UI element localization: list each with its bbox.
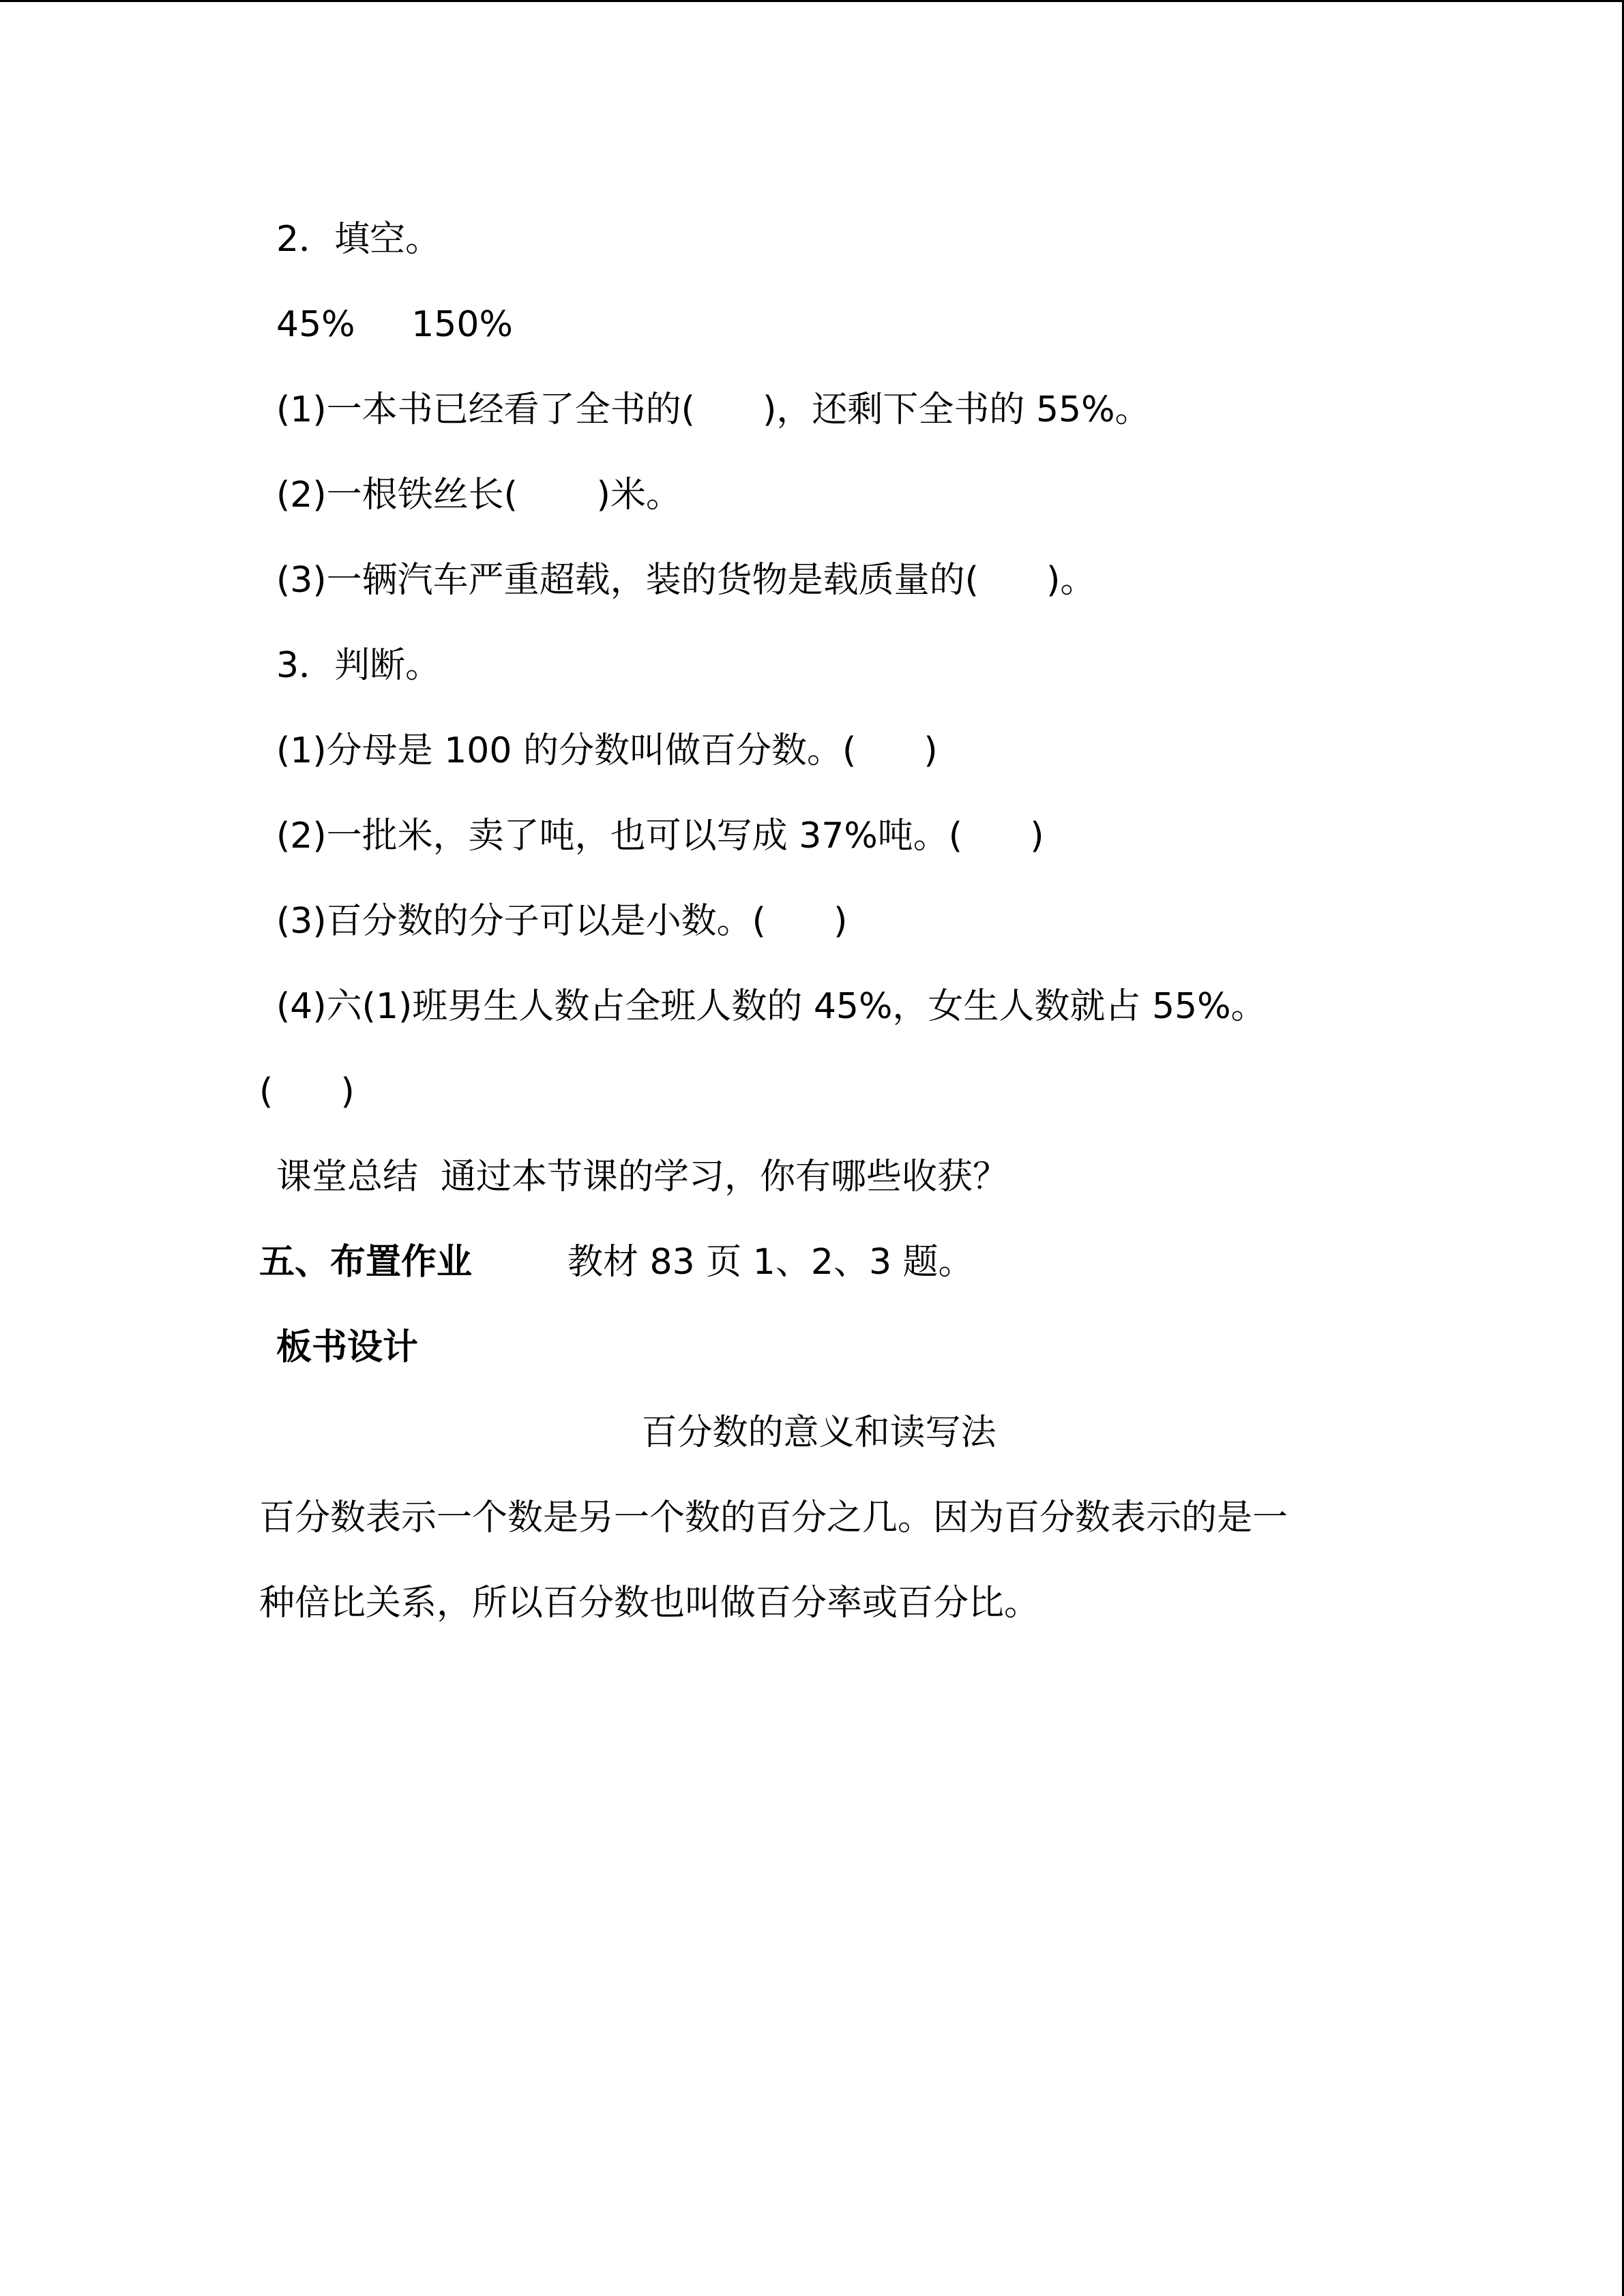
section2-options: 45% 150% [276,304,513,345]
homework-heading: 五、布置作业 [259,1242,473,1283]
section3-question-4-answer: ( ) [259,1071,355,1112]
board-paragraph-line-1: 百分数表示一个数是另一个数的百分之几。因为百分数表示的是一 [259,1497,1288,1538]
section3-question-1: (1)分母是 100 的分数叫做百分数。( ) [276,730,938,771]
board-design-heading: 板书设计 [276,1327,419,1368]
section3-question-2: (2)一批米，卖了吨，也可以写成 37%吨。( ) [276,816,1044,856]
section3-heading: 3．判断。 [276,645,441,686]
section2-question-1: (1)一本书已经看了全书的( )，还剩下全书的 55%。 [276,389,1151,430]
section3-question-3: (3)百分数的分子可以是小数。( ) [276,901,848,942]
section3-question-4: (4)六(1)班男生人数占全班人数的 45%，女生人数就占 55%。 [276,986,1267,1027]
class-summary: 课堂总结 通过本节课的学习，你有哪些收获？ [276,1157,1009,1197]
section2-question-3: (3)一辆汽车严重超载，装的货物是载质量的( )。 [276,560,1096,601]
board-title: 百分数的意义和读写法 [641,1412,996,1453]
page-border-top [0,0,1624,2]
homework-line [259,1238,974,1286]
board-paragraph-line-2: 种倍比关系，所以百分数也叫做百分率或百分比。 [259,1583,1040,1624]
homework-text: 教材 83 页 1、2、3 题。 [567,1242,974,1283]
section2-heading: 2．填空。 [276,219,441,260]
section2-question-2: (2)一根铁丝长( )米。 [276,475,681,516]
